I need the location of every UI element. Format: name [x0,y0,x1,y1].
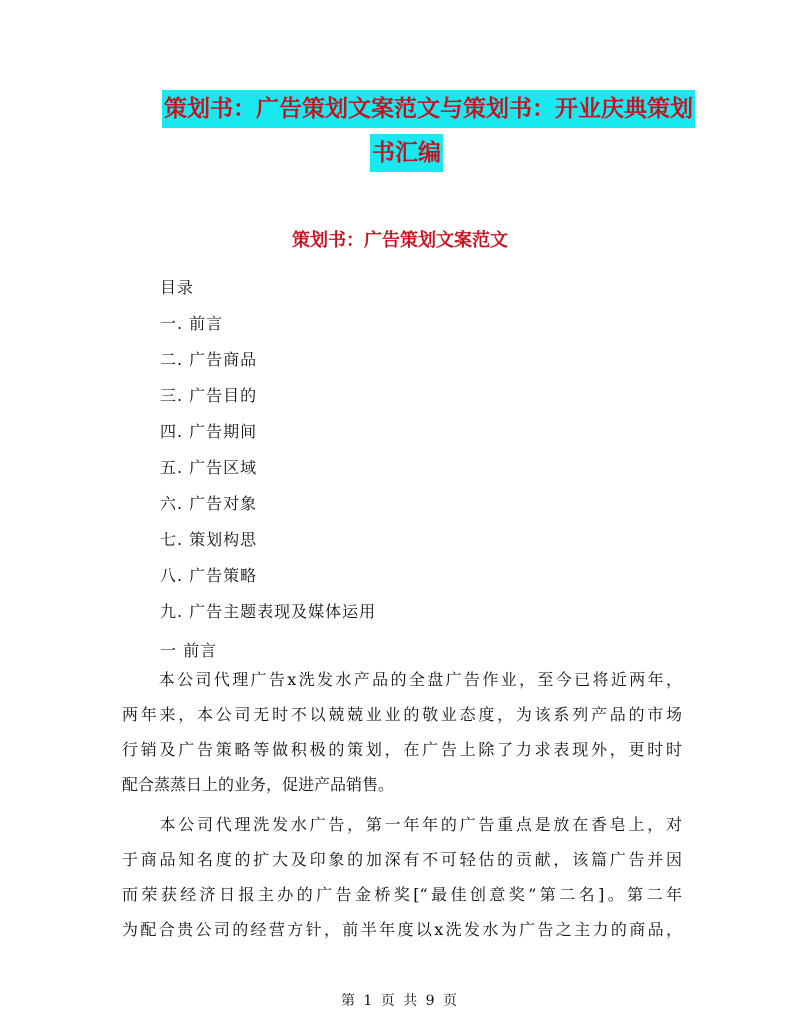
toc-item: 六. 广告对象 [160,494,258,513]
document-title-line-1: 策划书：广告策划文案范文与策划书：开业庆典策划 [162,90,695,128]
paragraph-line: 为配合贵公司的经营方针，前半年度以x洗发水为广告之主力的商品， [122,920,682,939]
section-heading: 一 前言 [160,641,218,660]
body-paragraph [122,807,682,947]
document-title-line-2: 书汇编 [370,134,443,172]
paragraph-line: 两年来，本公司无时不以兢兢业业的敬业态度，为该系列产品的市场 [122,705,682,724]
paragraph-line: 于商品知名度的扩大及印象的加深有不可轻估的贡献，该篇广告并因 [122,850,682,869]
table-of-contents [160,278,376,638]
toc-item: 八. 广告策略 [160,566,258,585]
toc-item: 三. 广告目的 [160,386,258,405]
page-footer: 第 1 页 共 9 页 [340,993,460,1009]
toc-item: 一. 前言 [160,314,224,333]
toc-heading: 目录 [160,278,195,297]
toc-item: 五. 广告区域 [160,458,258,477]
paragraph-line: 本公司代理广告x洗发水产品的全盘广告作业，至今已将近两年， [122,670,682,689]
toc-item: 二. 广告商品 [160,350,258,369]
paragraph-line: 而荣获经济日报主办的广告金桥奖[“最佳创意奖”第二名]。第二年 [122,885,682,904]
paragraph-line: 行销及广告策略等做积极的策划，在广告上除了力求表现外，更时时 [122,740,682,759]
section-subtitle: 策划书：广告策划文案范文 [292,230,508,251]
toc-item: 七. 策划构思 [160,530,258,549]
paragraph-line: 本公司代理洗发水广告，第一年年的广告重点是放在香皂上，对 [122,815,682,834]
paragraph-line: 配合蒸蒸日上的业务，促进产品销售。 [122,775,395,794]
body-paragraph [122,662,682,802]
toc-item: 九. 广告主题表现及媒体运用 [160,602,377,621]
toc-item: 四. 广告期间 [160,422,258,441]
